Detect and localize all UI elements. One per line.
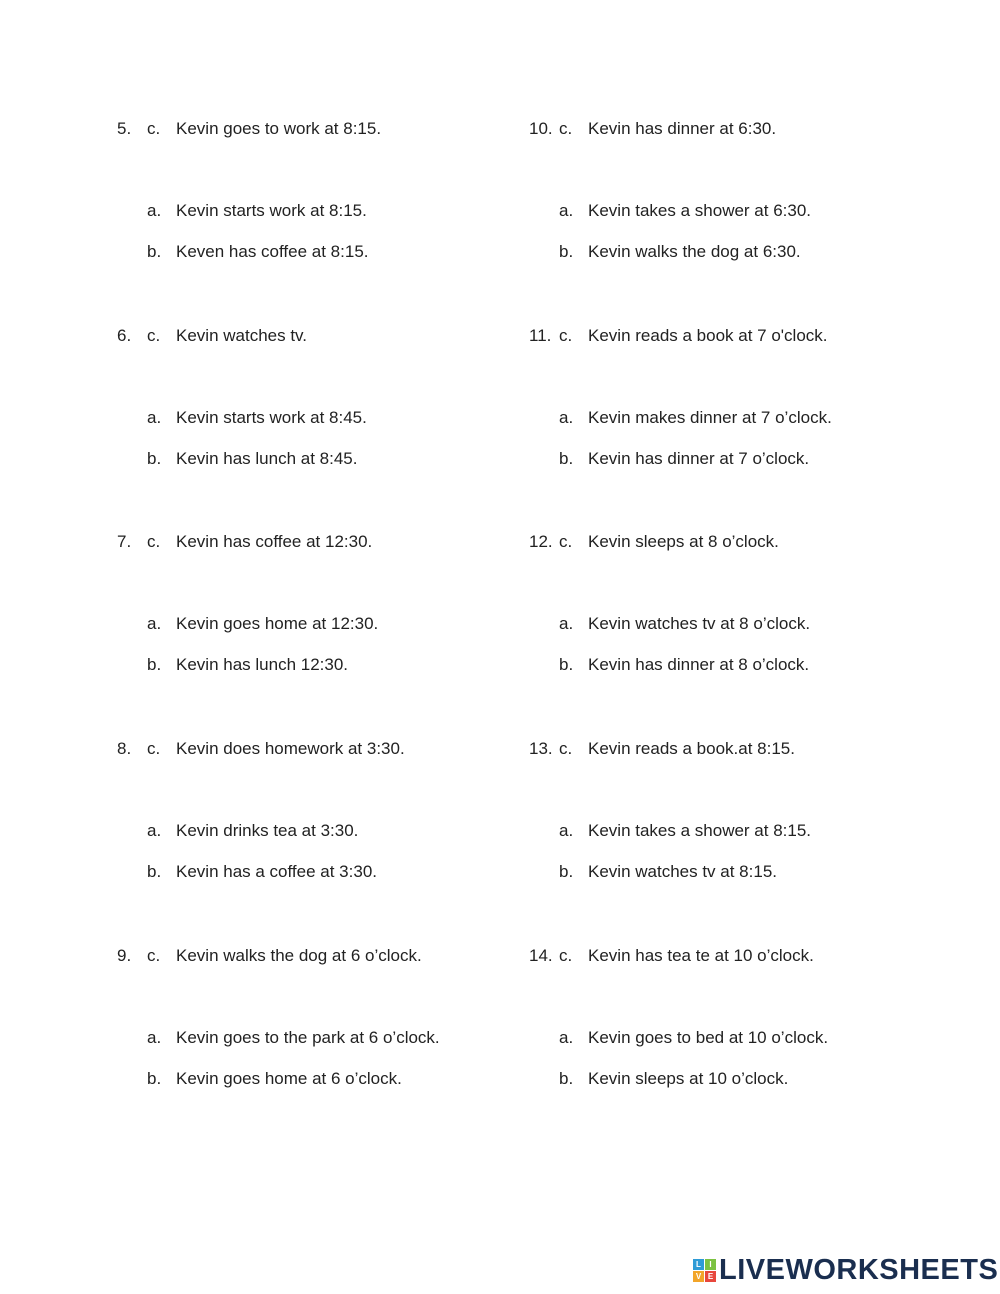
answer-option-b[interactable] [559, 449, 809, 469]
option-letter: b. [559, 1069, 574, 1088]
option-letter: a. [147, 614, 162, 633]
question-number: 5. [117, 119, 132, 138]
answer-option-b[interactable] [559, 862, 777, 882]
option-text: Kevin does homework at 3:30. [176, 739, 405, 758]
option-text: Kevin has coffee at 12:30. [176, 532, 373, 551]
option-text: Kevin takes a shower at 6:30. [588, 201, 812, 220]
option-letter: c. [147, 946, 161, 965]
option-letter: a. [147, 201, 162, 220]
question-7 [117, 532, 557, 682]
option-text: Kevin takes a shower at 8:15. [588, 821, 812, 840]
question-number: 12. [529, 532, 553, 551]
question-number: 10. [529, 119, 553, 138]
answer-option-c[interactable] [559, 532, 779, 552]
option-text: Kevin has tea te at 10 o’clock. [588, 946, 814, 965]
logo-text: LIVEWORKSHEETS [719, 1253, 999, 1286]
option-text: Kevin has lunch 12:30. [176, 655, 349, 674]
option-letter: b. [559, 655, 574, 674]
answer-option-c[interactable] [147, 739, 405, 759]
option-letter: a. [559, 408, 574, 427]
option-letter: a. [147, 821, 162, 840]
option-text: Kevin drinks tea at 3:30. [176, 821, 359, 840]
option-text: Kevin starts work at 8:15. [176, 201, 367, 220]
logo-mark-cell: V [693, 1271, 704, 1282]
answer-option-c[interactable] [559, 739, 795, 759]
question-12 [529, 532, 969, 682]
option-letter: b. [147, 862, 162, 881]
option-letter: a. [147, 1028, 162, 1047]
answer-option-a[interactable] [147, 614, 378, 634]
answer-option-b[interactable] [147, 449, 357, 469]
answer-option-c[interactable] [147, 532, 372, 552]
answer-option-a[interactable] [147, 408, 367, 428]
answer-option-c[interactable] [147, 326, 307, 346]
option-letter: b. [147, 242, 162, 261]
option-text: Kevin sleeps at 10 o’clock. [588, 1069, 789, 1088]
option-text: Kevin watches tv at 8:15. [588, 862, 777, 881]
option-letter: c. [559, 532, 573, 551]
option-letter: b. [147, 1069, 162, 1088]
option-letter: c. [147, 326, 161, 345]
answer-option-a[interactable] [559, 821, 811, 841]
answer-option-c[interactable] [559, 946, 814, 966]
option-text: Kevin reads a book.at 8:15. [588, 739, 795, 758]
answer-option-a[interactable] [147, 1028, 440, 1048]
option-text: Kevin goes to the park at 6 o’clock. [176, 1028, 440, 1047]
option-letter: c. [147, 532, 161, 551]
answer-option-b[interactable] [559, 1069, 788, 1089]
question-8 [117, 739, 557, 889]
option-text: Kevin has lunch at 8:45. [176, 449, 358, 468]
option-letter: c. [559, 946, 573, 965]
option-text: Kevin reads a book at 7 o'clock. [588, 326, 828, 345]
answer-option-c[interactable] [147, 946, 422, 966]
answer-option-b[interactable] [147, 655, 348, 675]
answer-option-b[interactable] [559, 242, 801, 262]
question-number: 14. [529, 946, 553, 965]
option-text: Kevin goes to work at 8:15. [176, 119, 382, 138]
answer-option-a[interactable] [559, 1028, 828, 1048]
answer-option-c[interactable] [559, 326, 828, 346]
option-letter: a. [559, 614, 574, 633]
logo-mark-cell: E [705, 1271, 716, 1282]
option-text: Kevin makes dinner at 7 o’clock. [588, 408, 832, 427]
question-number: 13. [529, 739, 553, 758]
question-number: 9. [117, 946, 132, 965]
question-number: 7. [117, 532, 132, 551]
option-letter: a. [147, 408, 162, 427]
question-13 [529, 739, 969, 889]
question-9 [117, 946, 557, 1096]
option-letter: a. [559, 1028, 574, 1047]
logo-mark-icon [693, 1259, 716, 1282]
answer-option-b[interactable] [147, 242, 369, 262]
answer-option-b[interactable] [559, 655, 809, 675]
option-letter: b. [147, 449, 162, 468]
liveworksheets-logo[interactable] [693, 1253, 998, 1287]
option-letter: a. [559, 821, 574, 840]
answer-option-c[interactable] [147, 119, 381, 139]
logo-mark-cell: L [693, 1259, 704, 1270]
option-text: Kevin sleeps at 8 o’clock. [588, 532, 779, 551]
option-text: Kevin has dinner at 7 o’clock. [588, 449, 810, 468]
question-10 [529, 119, 969, 269]
answer-option-a[interactable] [559, 201, 811, 221]
answer-option-a[interactable] [559, 408, 832, 428]
question-11 [529, 326, 969, 476]
question-number: 6. [117, 326, 132, 345]
option-letter: b. [559, 242, 574, 261]
question-6 [117, 326, 557, 476]
answer-option-a[interactable] [147, 821, 358, 841]
option-letter: c. [559, 119, 573, 138]
answer-option-a[interactable] [559, 614, 810, 634]
option-letter: b. [559, 862, 574, 881]
answer-option-a[interactable] [147, 201, 367, 221]
option-text: Kevin watches tv at 8 o’clock. [588, 614, 811, 633]
option-text: Kevin goes to bed at 10 o’clock. [588, 1028, 829, 1047]
option-letter: b. [147, 655, 162, 674]
option-letter: c. [559, 739, 573, 758]
option-letter: c. [559, 326, 573, 345]
question-14 [529, 946, 969, 1096]
option-text: Keven has coffee at 8:15. [176, 242, 369, 261]
option-letter: b. [559, 449, 574, 468]
option-text: Kevin goes home at 12:30. [176, 614, 379, 633]
option-text: Kevin has dinner at 8 o’clock. [588, 655, 810, 674]
answer-option-b[interactable] [147, 862, 377, 882]
option-text: Kevin has dinner at 6:30. [588, 119, 777, 138]
option-letter: c. [147, 739, 161, 758]
option-text: Kevin walks the dog at 6:30. [588, 242, 801, 261]
option-text: Kevin has a coffee at 3:30. [176, 862, 377, 881]
question-5 [117, 119, 557, 269]
option-letter: c. [147, 119, 161, 138]
option-text: Kevin starts work at 8:45. [176, 408, 367, 427]
option-text: Kevin watches tv. [176, 326, 308, 345]
option-text: Kevin walks the dog at 6 o’clock. [176, 946, 422, 965]
option-text: Kevin goes home at 6 o’clock. [176, 1069, 402, 1088]
question-number: 11. [529, 326, 552, 345]
option-letter: a. [559, 201, 574, 220]
answer-option-b[interactable] [147, 1069, 402, 1089]
logo-mark-cell: I [705, 1259, 716, 1270]
answer-option-c[interactable] [559, 119, 776, 139]
question-number: 8. [117, 739, 132, 758]
